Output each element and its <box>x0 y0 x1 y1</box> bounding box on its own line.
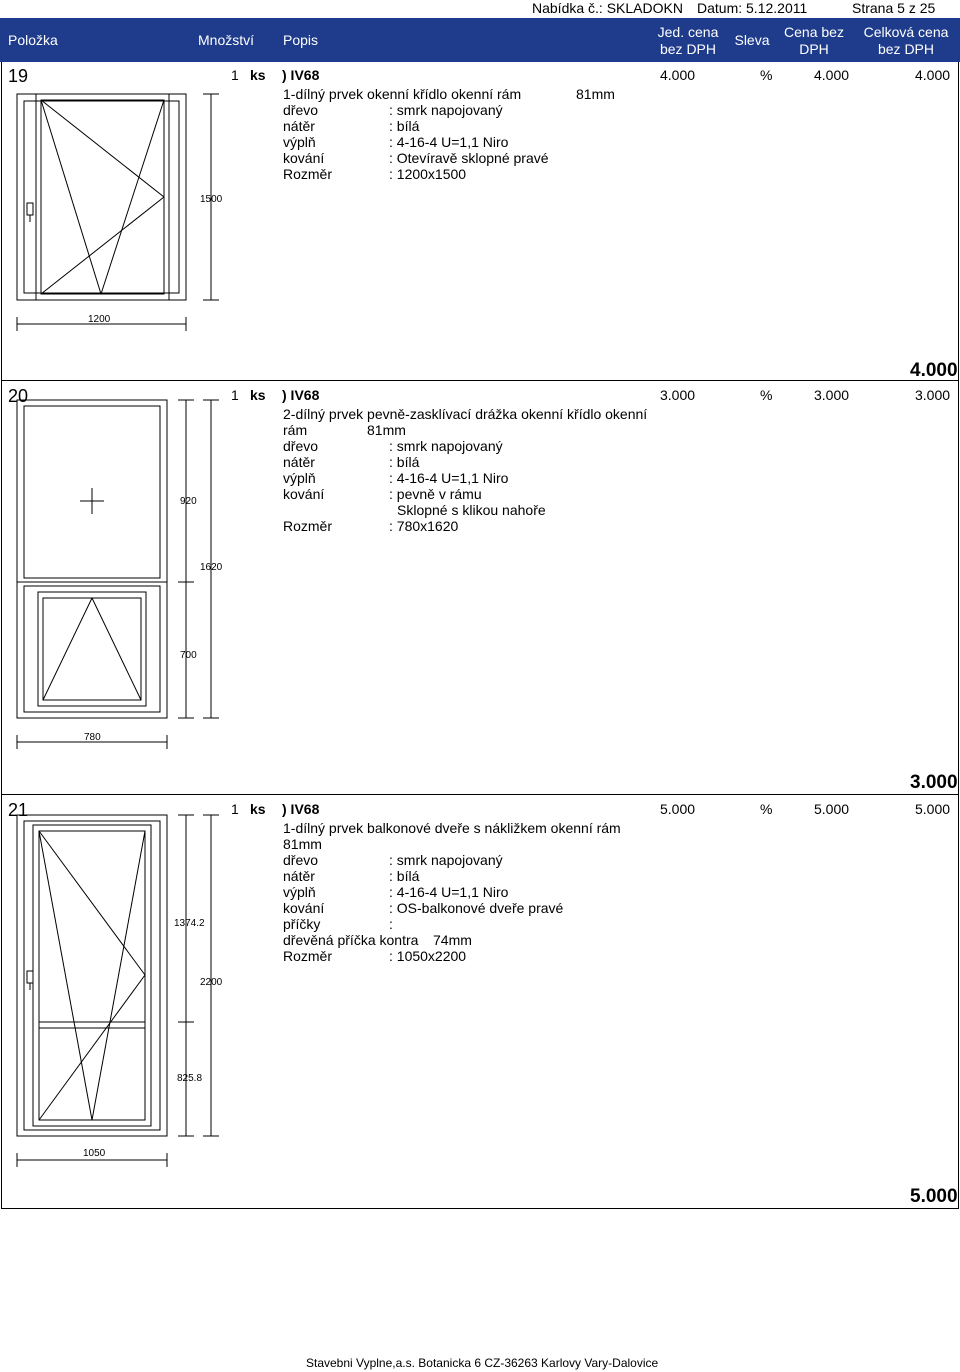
col-price-line1: Cena bez <box>784 24 844 40</box>
spec-value: : Otevíravě sklopné pravé <box>389 150 549 166</box>
spec-value: : <box>389 916 393 932</box>
spec-key: nátěr <box>283 454 315 470</box>
spec-value: : OS-balkonové dveře pravé <box>389 900 564 916</box>
spec-key: dřevo <box>283 438 319 454</box>
item-subtotal: 4.000 <box>910 360 958 381</box>
spec-key: dřevěná příčka kontra <box>283 932 419 948</box>
dim-label: 1050 <box>83 1148 106 1159</box>
col-unit-price-line1: Jed. cena <box>657 24 719 40</box>
item-discount: % <box>760 801 773 817</box>
item-number: 21 <box>8 800 29 820</box>
col-discount: Sleva <box>734 32 770 48</box>
spec-value: : smrk napojovaný <box>389 852 503 868</box>
item-desc: 2-dílný prvek pevně-zasklívací drážka okenní křídlo okenní <box>283 406 648 422</box>
spec-value: : 4-16-4 U=1,1 Niro <box>389 134 509 150</box>
col-total-line2: bez DPH <box>877 41 935 57</box>
dim-label: 920 <box>180 496 197 507</box>
spec-key: kování <box>283 486 325 502</box>
item-qty: 1 <box>231 387 239 403</box>
spec-value: : bílá <box>389 454 420 470</box>
item-desc-line2: rám <box>283 422 308 438</box>
spec-key: nátěr <box>283 118 315 134</box>
handle-icon <box>27 203 33 222</box>
col-unit-price-line2: bez DPH <box>659 41 717 57</box>
spec-value: : pevně v rámu <box>389 486 482 502</box>
spec-value: : 1200x1500 <box>389 166 467 182</box>
spec-value: : 4-16-4 U=1,1 Niro <box>389 470 509 486</box>
window-drawing-19 <box>17 94 219 331</box>
spec-key: příčky <box>283 916 321 932</box>
item-total: 4.000 <box>915 67 951 83</box>
spec-key: výplň <box>283 884 316 900</box>
spec-value: Sklopné s klikou nahoře <box>397 502 546 518</box>
spec-value: : bílá <box>389 868 420 884</box>
offer-number: Nabídka č.: SKLADOKN <box>532 0 683 16</box>
item-unit: ks <box>250 67 266 83</box>
item-qty: 1 <box>231 801 239 817</box>
spec-key: nátěr <box>283 868 315 884</box>
dim-label: 2200 <box>200 977 223 988</box>
dim-label: 1374.2 <box>174 918 205 929</box>
footer-address: Stavebni Vyplne,a.s. Botanicka 6 CZ-36263 Karlovy Vary-Dalovice <box>306 1356 659 1370</box>
col-price-line2: DPH <box>799 41 829 57</box>
col-total-line1: Celková cena <box>863 24 949 40</box>
spec-value: : 780x1620 <box>389 518 459 534</box>
item-unit: ks <box>250 801 266 817</box>
item-desc: 1-dílný prvek balkonové dveře s nákližkem okenní rám <box>283 820 621 836</box>
dim-label: 1200 <box>88 314 111 325</box>
item-total: 5.000 <box>915 801 951 817</box>
col-item: Položka <box>8 32 58 48</box>
item-qty: 1 <box>231 67 239 83</box>
item-subtotal: 3.000 <box>910 772 958 793</box>
dim-label: 1500 <box>200 194 223 205</box>
col-desc: Popis <box>283 32 319 48</box>
spec-value: : smrk napojovaný <box>389 102 503 118</box>
item-unit-price: 3.000 <box>660 387 696 403</box>
col-qty: Množství <box>198 32 255 48</box>
item-price: 4.000 <box>814 67 850 83</box>
spec-value: : 1050x2200 <box>389 948 467 964</box>
offer-date: Datum: 5.12.2011 <box>697 0 808 16</box>
item-subtotal: 5.000 <box>910 1186 958 1207</box>
spec-value: : 4-16-4 U=1,1 Niro <box>389 884 509 900</box>
door-drawing-21 <box>17 815 219 1167</box>
dim-label: 825.8 <box>177 1073 203 1084</box>
item-number: 19 <box>8 66 29 86</box>
item-number: 20 <box>8 386 29 406</box>
item-code: ) IV68 <box>282 67 320 83</box>
item-desc-line2: 81mm <box>283 836 322 852</box>
handle-icon <box>27 971 33 990</box>
item-total: 3.000 <box>915 387 951 403</box>
item-discount: % <box>760 67 773 83</box>
spec-key: Rozměr <box>283 166 333 182</box>
item-discount: % <box>760 387 773 403</box>
spec-key: Rozměr <box>283 948 333 964</box>
dim-label: 780 <box>84 732 101 743</box>
spec-value: : bílá <box>389 118 420 134</box>
dim-label: 1620 <box>200 562 223 573</box>
item-desc-tail: 81mm <box>576 86 615 102</box>
spec-value: : smrk napojovaný <box>389 438 503 454</box>
page-number: Strana 5 z 25 <box>852 0 936 16</box>
dim-label: 700 <box>180 650 197 661</box>
spec-key: Rozměr <box>283 518 333 534</box>
item-desc: 1-dílný prvek okenní křídlo okenní rám <box>283 86 522 102</box>
item-desc-tail: 81mm <box>367 422 406 438</box>
spec-key: dřevo <box>283 102 319 118</box>
item-unit-price: 4.000 <box>660 67 696 83</box>
window-drawing-20 <box>17 400 219 749</box>
item-price: 3.000 <box>814 387 850 403</box>
item-unit-price: 5.000 <box>660 801 696 817</box>
spec-key: kování <box>283 150 325 166</box>
item-code: ) IV68 <box>282 387 320 403</box>
item-unit: ks <box>250 387 266 403</box>
spec-key: kování <box>283 900 325 916</box>
spec-value: 74mm <box>433 932 472 948</box>
spec-key: dřevo <box>283 852 319 868</box>
spec-key: výplň <box>283 134 316 150</box>
item-price: 5.000 <box>814 801 850 817</box>
spec-key: výplň <box>283 470 316 486</box>
item-code: ) IV68 <box>282 801 320 817</box>
